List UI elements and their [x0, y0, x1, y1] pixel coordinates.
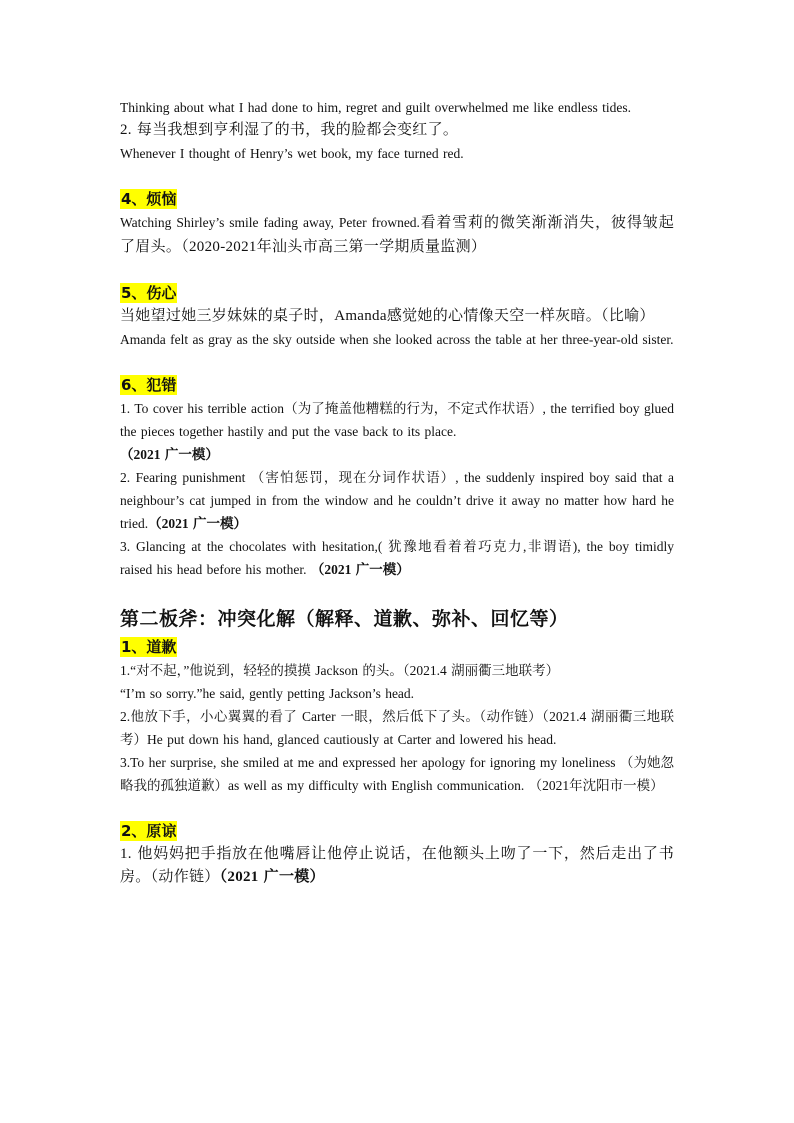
section-heading-mistake: 6、犯错 — [121, 376, 177, 394]
paragraph-cn-amanda: 当她望过她三岁妹妹的桌子时，Amanda感觉她的心情像天空一样灰暗。（比喻） — [120, 308, 655, 324]
section-heading-forgive: 2、原谅 — [121, 822, 177, 840]
paragraph-apology-3: 3.To her surprise, she smiled at me and expressed her apology for ignoring my loneliness （为她忽略我的孤独道歉）as well as my difficulty with English communication. （2021年沈阳市一模） — [120, 755, 674, 793]
paragraph-mistake-1: 1. To cover his terrible action（为了掩盖他糟糕的行为，不定式作状语）, the terrified boy glued the pieces together hastily and put the vase back to its place. （2021 广一模） — [120, 401, 674, 462]
paragraph-mistake-2: 2. Fearing punishment （害怕惩罚，现在分词作状语）, the suddenly inspired boy said that a neighbour’s cat jumped in from the window and he couldn’t drive it away no matter how hard he tried.（2021 广一模） — [120, 470, 674, 531]
paragraph-regret: Thinking about what I had done to him, regret and guilt overwhelmed me like endless tides. — [120, 100, 632, 115]
paragraph-apology-2: 2.他放下手，小心翼翼的看了 Carter 一眼，然后低下了头。（动作链）（2021.4 湖丽衢三地联考）He put down his hand, glanced cautiously at Carter and lowered his head. — [120, 709, 674, 747]
paragraph-cn-henry: 2. 每当我想到亨利湿了的书，我的脸都会变红了。 — [120, 122, 459, 138]
paragraph-forgive-1: 1. 他妈妈把手指放在他嘴唇让他停止说话，在他额头上吻了一下，然后走出了书房。（动作链）（2021 广一模） — [120, 846, 674, 885]
section-heading-apology: 1、道歉 — [121, 638, 177, 656]
paragraph-mistake-3: 3. Glancing at the chocolates with hesitation,( 犹豫地看着着巧克力,非谓语), the boy timidly raised his head before his mother. （2021 广一模） — [120, 539, 674, 577]
paragraph-shirley: Watching Shirley’s smile fading away, Peter frowned.看着雪莉的微笑渐渐消失，彼得皱起了眉头。（2020-2021年汕头市高三第一学期质量监测） — [120, 215, 674, 255]
paragraph-en-henry: Whenever I thought of Henry’s wet book, my face turned red. — [120, 146, 464, 161]
paragraph-apology-1-en: “I’m so sorry.”he said, gently petting Jackson’s head. — [120, 686, 415, 701]
part-two-title: 第二板斧：冲突化解（解释、道歉、弥补、回忆等） — [120, 608, 569, 630]
section-heading-annoyance: 4、烦恼 — [121, 190, 177, 208]
paragraph-en-amanda: Amanda felt as gray as the sky outside when she looked across the table at her three-year-old sister. — [120, 332, 674, 347]
section-heading-sad: 5、伤心 — [121, 284, 177, 302]
paragraph-apology-1: 1.“对不起，”他说到，轻轻的摸摸 Jackson 的头。（2021.4 湖丽衢三地联考） — [120, 663, 560, 678]
